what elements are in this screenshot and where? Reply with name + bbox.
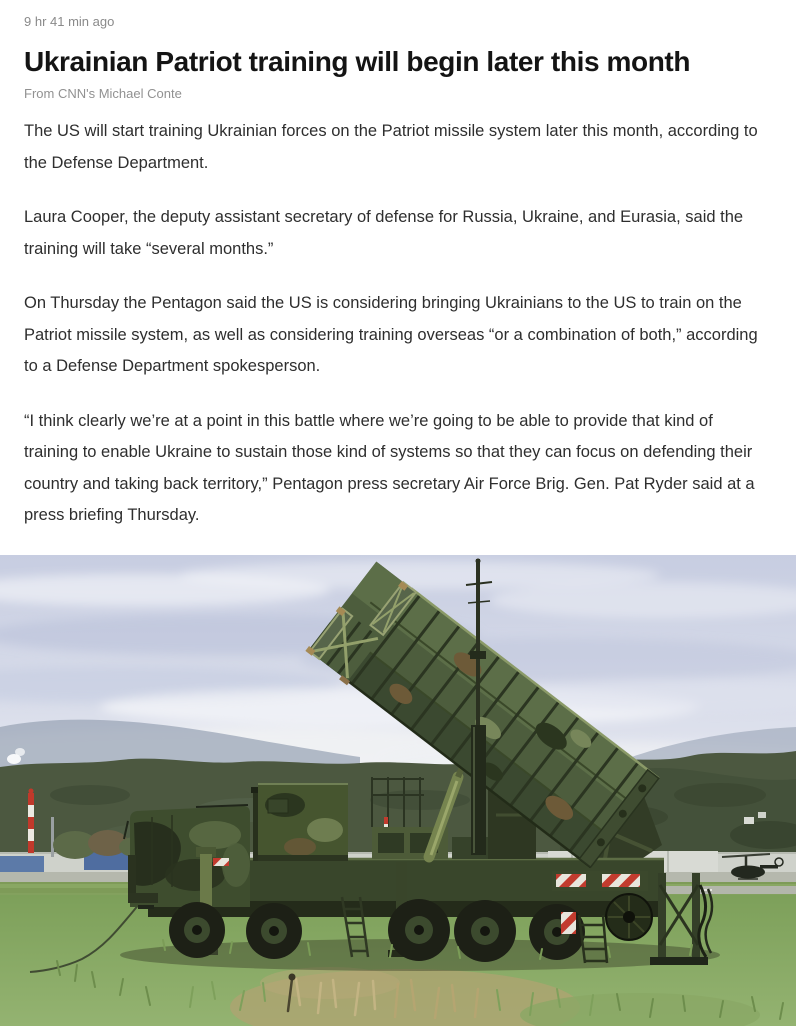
post-byline: From CNN's Michael Conte <box>24 86 182 101</box>
striped-tower <box>28 788 34 853</box>
post-body <box>24 116 770 532</box>
patriot-photo-illustration <box>0 555 796 1026</box>
equipment-shelter <box>258 784 348 861</box>
truck-cab <box>124 805 250 909</box>
post-paragraph: “I think clearly we’re at a point in this battle where we’re going to be able to provide that kind of training to enable Ukraine to sustain those kind of systems so that they can focus on defending their country and taking back territory,” Pentagon press secretary Air Force Brig. Gen. Pat Ryder said at a press briefing Thursday. <box>24 411 755 524</box>
field-stake <box>289 973 296 980</box>
cable-reel <box>606 894 652 940</box>
post-timestamp: 9 hr 41 min ago <box>24 14 115 29</box>
post-paragraph: On Thursday the Pentagon said the US is considering bringing Ukrainians to the US to train on the Patriot missile system, as well as considering training overseas “or a combination of both,” according to a Defense Department spokesperson. <box>24 294 758 375</box>
post-paragraph: The US will start training Ukrainian forces on the Patriot missile system later this month, according to the Defense Department. <box>24 122 758 172</box>
post-paragraph: Laura Cooper, the deputy assistant secretary of defense for Russia, Ukraine, and Eurasia, said the training will take “several months.” <box>24 208 744 258</box>
post-headline: Ukrainian Patriot training will begin later this month <box>24 46 691 77</box>
post-photo <box>0 555 796 1026</box>
